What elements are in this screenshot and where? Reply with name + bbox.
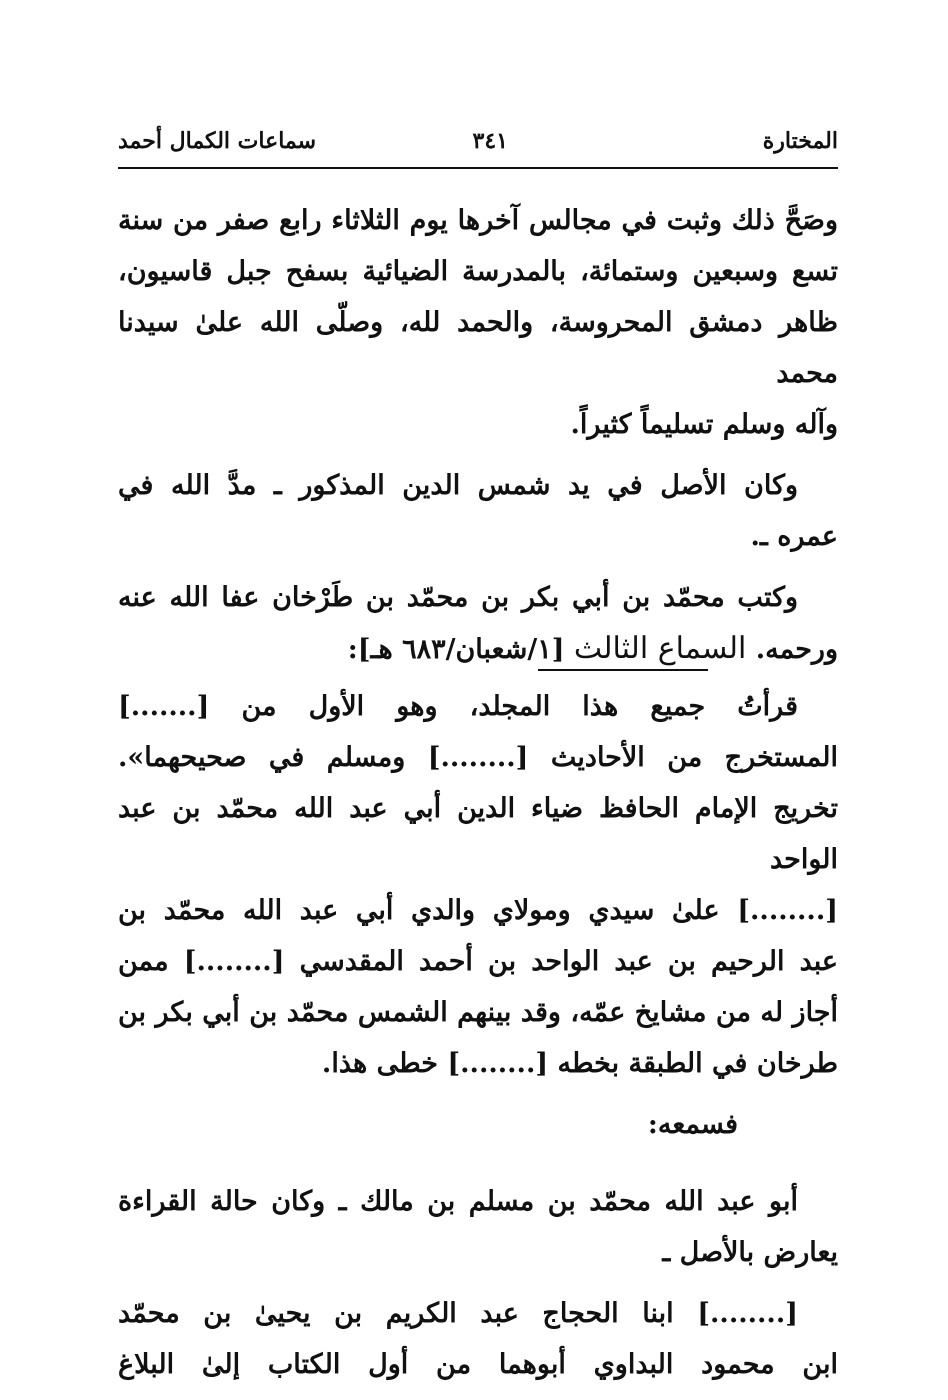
text-line: [........] ابنا الحجاج عبد الكريم بن يحيىٰ بن محمّد xyxy=(118,1298,798,1329)
samaa-heading: السماع الثالث xyxy=(573,631,747,666)
body-text xyxy=(118,195,838,1400)
book-title: المختارة xyxy=(762,128,838,154)
text-line: عمره ـ. xyxy=(750,521,838,552)
text-line: تخريج الإمام الحافظ ضياء الدين أبي عبد الله محمّد بن عبد الواحد xyxy=(118,793,838,875)
listeners-label: فسمعه: xyxy=(647,1109,738,1140)
text-line: وصَحَّ ذلك وثبت في مجالس آخرها يوم الثلاثاء رابع صفر من سنة xyxy=(118,205,838,236)
text-line: قرأتُ جميع هذا المجلد، وهو الأول من [.......] xyxy=(118,691,798,722)
page-number: ٣٤١ xyxy=(472,128,508,154)
text-line: [........] علىٰ سيدي ومولاي والدي أبي عبد الله محمّد بن xyxy=(118,895,838,926)
text-line: يعارض بالأصل ـ xyxy=(662,1237,838,1268)
text-line: عبد الرحيم بن عبد الواحد بن أحمد المقدسي [........] ممن xyxy=(118,946,838,977)
text-line: وكان الأصل في يد شمس الدين المذكور ـ مدَّ الله في xyxy=(118,470,798,501)
paragraph-3 xyxy=(118,572,838,671)
text-line: وآله وسلم تسليماً كثيراً. xyxy=(570,409,838,440)
running-header xyxy=(118,128,838,158)
text-line: المستخرج من الأحاديث [........] ومسلم في صحيحهما». xyxy=(118,742,838,773)
text-line: وكتب محمّد بن أبي بكر بن محمّد بن طَرْخان عفا الله عنه xyxy=(118,582,798,613)
header-rule xyxy=(118,167,838,169)
paragraph-2 xyxy=(118,460,838,562)
text-line: طرخان في الطبقة بخطه [........] خطى هذا. xyxy=(321,1048,838,1079)
text-line: تسع وسبعين وستمائة، بالمدرسة الضيائية بسفح جبل قاسيون، xyxy=(118,256,838,287)
listener-2 xyxy=(118,1288,838,1390)
text-line: ابن محمود البداوي أبوهما من أول الكتاب إلىٰ البلاغ xyxy=(118,1349,838,1380)
paragraph-4 xyxy=(118,681,838,1089)
samaa-date: [١/شعبان/٦٨٣ هـ]: xyxy=(347,634,565,665)
text-line: أبو عبد الله محمّد بن مسلم بن مالك ـ وكان حالة القراءة xyxy=(118,1186,798,1217)
paragraph-1 xyxy=(118,195,838,450)
section-title: سماعات الكمال أحمد xyxy=(118,128,317,154)
text-fragment: ورحمه. xyxy=(755,634,838,665)
text-line: أجاز له من مشايخ عمّه، وقد بينهم الشمس محمّد بن أبي بكر بن xyxy=(118,997,838,1028)
listener-1 xyxy=(118,1176,838,1278)
text-line xyxy=(118,623,838,675)
text-line: ظاهر دمشق المحروسة، والحمد لله، وصلّى الله علىٰ سيدنا محمد xyxy=(118,307,838,389)
